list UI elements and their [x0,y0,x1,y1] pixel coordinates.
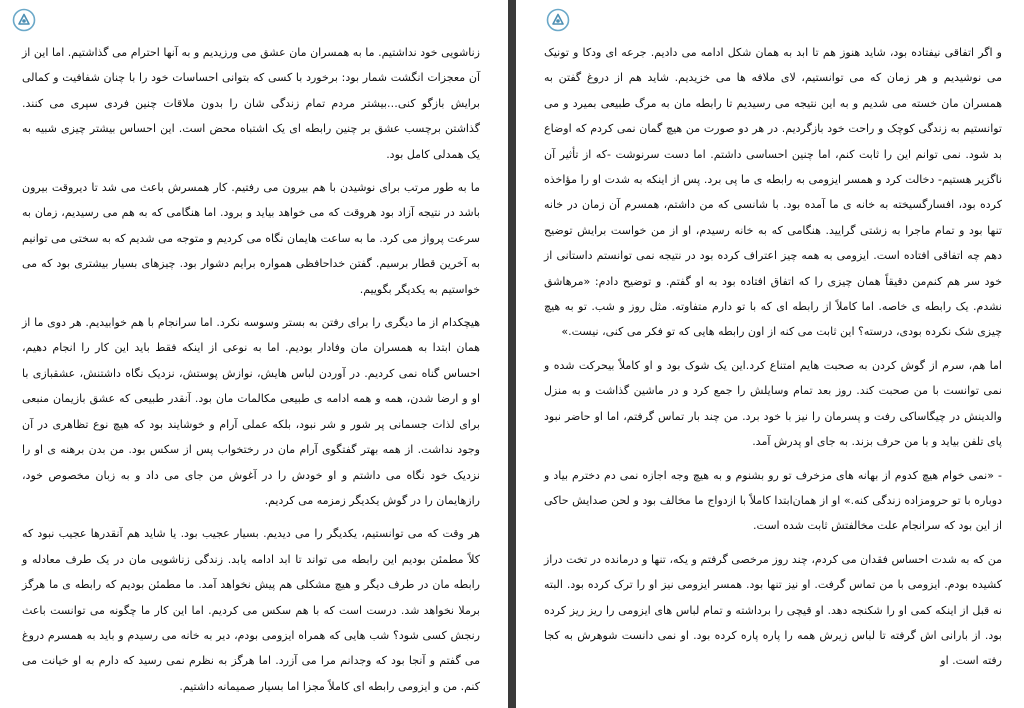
publisher-logo-icon [12,8,36,32]
left-page-text [22,40,480,707]
right-page [516,0,1024,708]
paragraph: من که به شدت احساس فقدان می کردم، چند روز مرخصی گرفتم و یکه، تنها و درمانده در تخت دراز کشیده بودم. ایزومی با من تماس گرفت. او نیز تنها بود. همسر ایزومی نیز او را ترک کرده بود. البته نه قبل از اینکه کمی او را شکنجه دهد. او قیچی را برداشته و تمام لباس های ایزومی را ریز ریز کرده بود. از بارانی اش گرفته تا لباس زیرش همه را پاره پاره کرده بود. او نمی دانست شوهرش به کجا رفته است. او [544,552,1002,668]
paragraph: اما هم، سرم از گوش کردن به صحبت هایم امتناع کرد.این یک شوک بود و او کاملاً بیحرکت شده و نمی توانست با من صحبت کند. روز بعد تمام وسایلش را جمع کرد و در ماشین گذاشت و به منزل والدینش در چیگاساکی رفت و پسرمان را نیز با خود برد. من چند بار تماس گرفتم، اما او حاضر نبود پای تلفن بیاید و با من حرف بزند. به جای او پدرش آمد. [544,358,1002,449]
paragraph: ما به طور مرتب برای نوشیدن با هم بیرون می رفتیم. کار همسرش باعث می شد تا دیروقت بیرون باشد در نتیجه آزاد بود هروقت که می خواهد بیاید و برود. اما هنگامی که به هم می رسیدیم، زمان به سرعت پرواز می کرد. ما به ساعت هایمان نگاه می کردیم و متوجه می شدیم که به سختی می توانیم به آخرین قطار برسیم. گفتن خداحافظی همواره برایم دشوار بود. چیزهای بسیار بیشتری بود که می خواستیم به یکدیگر بگوییم. [22,181,480,296]
publisher-logo-icon [546,8,570,32]
paragraph: هر وقت که می توانستیم، یکدیگر را می دیدیم. بسیار عجیب بود. یا شاید هم آنقدرها عجیب نبود که کلاً مطمئن بودیم این رابطه می تواند تا ابد ادامه یابد. زندگی زناشویی مان در یک طرف معادله و رابطه مان در طرف دیگر و هیچ مشکلی هم پیش نخواهد آمد. ما مطمئن بودیم که رابطه ی ما هرگز برملا نخواهد شد. درست است که با هم سکس می کردیم. اما این کار ما چگونه می توانست باعث رنجش کسی شود؟ شب هایی که همراه ایزومی بودم، دیر به خانه می رسیدم و باید به همسرم دروغ می گفتم و آنجا بود که وجدانم مرا می آزرد. اما هرگز به نظرم نمی رسید که دارم به او خیانت می کنم. من و ایزومی رابطه ای کاملاً مجزا اما بسیار صمیمانه داشتیم. [22,527,480,693]
right-page-text [544,40,1002,682]
paragraph: - «نمی خوام هیچ کدوم از بهانه های مزخرف تو رو بشنوم و به هیچ وجه اجازه نمی دم دخترم بیاد و دوباره با تو حرومزاده زندگی کنه.» او از همان‌ابتدا کاملاً با ازدواج ما مخالف بود و لحن صدایش حاکی از این بود که سرانجام علت مخالفتش ثابت شده است. [544,468,1002,533]
paragraph: هیچکدام از ما دیگری را برای رفتن به بستر وسوسه نکرد. اما سرانجام با هم خوابیدیم. هر دوی ما از همان ابتدا به همسران مان وفادار بودیم. اما به نوعی از اینکه فقط باید این کار را انجام دهیم، احساس گناه نمی کردیم. در آوردن لباس هایش، نوازش پوستش، نزدیک نگاه داشتنش، عشقبازی با او و ارضا شدن، همه و همه ادامه ی طبیعی مکالمات مان بود. آنقدر طبیعی که عشق بازیمان منبعی برای لذات جسمانی پر شور و شر نبود، بلکه عملی آرام و خوشایند بود که هیچ نوع تظاهری در آن وجود نداشت. از همه بهتر گفتگوی آرام مان در رختخواب پس از سکس بود. من بدن برهنه ی او را نزدیک خود نگاه می داشتم و او خودش را در آغوش من جای می داد و به زبان مخصوص خود، رازهایمان را در گوش یکدیگر زمزمه می کردیم. [22,316,480,507]
book-gutter [508,0,516,708]
left-page [0,0,508,708]
paragraph: زناشویی خود نداشتیم. ما به همسران مان عشق می ورزیدیم و به آنها احترام می گذاشتیم. اما این از آن معجزات انگشت شمار بود: برخورد با کسی که بتوانی احساسات خود را با چنان شفافیت و کمالی برایش بازگو کنی…بیشتر مردم تمام زندگی شان را بدون ملاقات چنین فردی سپری می کنند. گذاشتن برچسب عشق بر چنین رابطه ای یک اشتباه محض است. این احساس بیشتر چیزی شبیه به یک همدلی کامل بود. [22,46,480,161]
paragraph: و اگر اتفاقی نیفتاده بود، شاید هنوز هم تا ابد به همان شکل ادامه می دادیم. جرعه ای ودکا و تونیک می نوشیدیم و هر زمان که می توانستیم، لای ملافه ها می خزیدیم. شاید هم از دروغ گفتن به همسران مان خسته می شدیم و به این نتیجه می رسیدیم تا رابطه مان به مرگ طبیعی بمیرد و می توانستیم به زندگی کوچک و راحت خود بازگردیم. در هر دو صورت من هیچ گمان نمی کردم که اوضاع بد شود. نمی توانم این را ثابت کنم، اما چنین احساسی داشتم. اما دست سرنوشت -که از تأثیر آن ناگزیر هستیم- دخالت کرد و همسر ایزومی به رابطه ی ما پی برد. پس از اینکه به شدت او را مؤاخذه کرده بود، افسارگسیخته به خانه ی ما آمده بود. با شانسی که من داشتم، همسرم آن زمان در خانه تنها بود و تمام ماجرا به زشتی گرایید. هنگامی که به خانه رسیدم، او از من خواست برایش توضیح دهم چه اتفاقی افتاده است. ایزومی به همه چیز اعتراف کرده بود در نتیجه نمی توانستم داستانی از خود سر هم کنم‌من دقیقاً همان چیزی را که اتفاق افتاده بود به او گفتم. و توضیح دادم: «مرهاشق نشدم. یک رابطه ی خاصه. اما کاملاً از رابطه ای که با تو دارم متفاوته. مثل روز و شب. تو به هیچ چیزی شک نکرده بودی، درسته؟ این ثابت می کنه از اون رابطه هایی که تو فکر می کنی، نیست.» [544,46,1002,339]
